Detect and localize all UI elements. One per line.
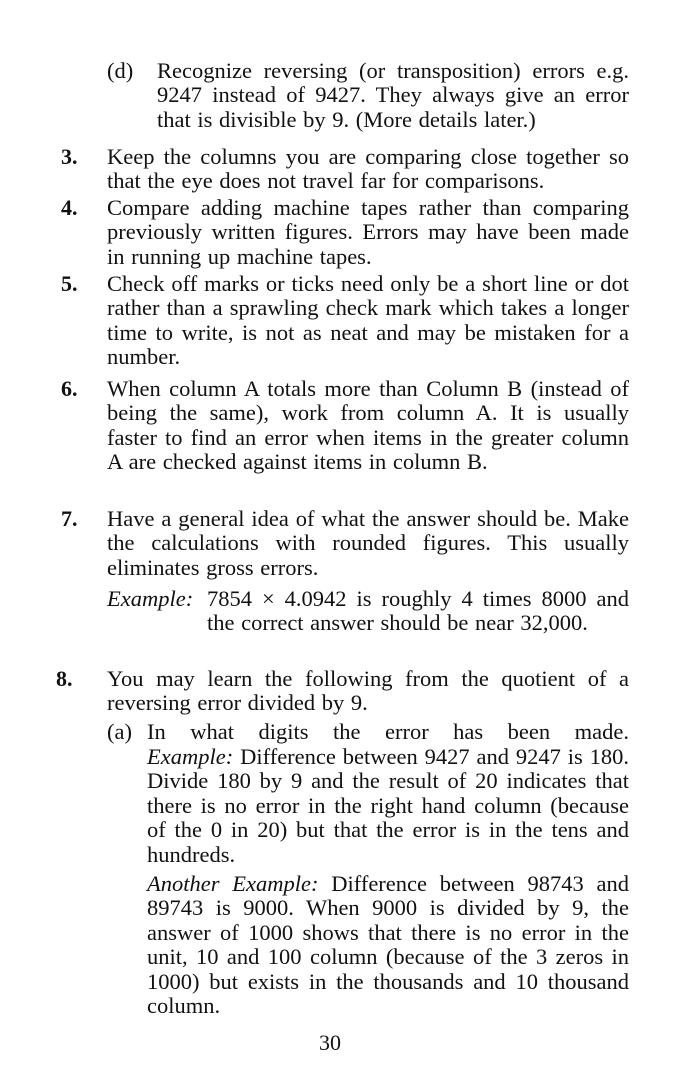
page-number: 30	[319, 1030, 341, 1055]
item-7-example-label: Example:	[107, 586, 194, 611]
item-8a-label: (a)	[107, 719, 132, 744]
item-6-number: 6.	[61, 376, 78, 401]
item-8a-text: In what digits the error has been made.	[147, 719, 629, 744]
item-7-text: Have a general idea of what the answer should be. Make the calculations with rounded figures. This usually eliminates gross errors.	[107, 506, 629, 580]
item-5-text: Check off marks or ticks need only be a short line or dot rather than a sprawling check mark which takes a longer time to write, is not as neat and may be mistaken for a number.	[107, 271, 629, 370]
item-7-number: 7.	[61, 506, 78, 531]
item-4-text: Compare adding machine tapes rather than comparing previously written figures. Errors may have been made in running up machine tapes.	[107, 195, 629, 269]
item-8a-another-example	[147, 872, 629, 1018]
item-8a-example-label: Example:	[147, 744, 234, 769]
item-8-number: 8.	[56, 666, 73, 691]
item-7-example-text: 7854 × 4.0942 is roughly 4 times 8000 and the correct answer should be near 32,000.	[207, 586, 629, 636]
item-d-text: Recognize reversing (or transposition) errors e.g. 9247 instead of 9427. They always give an error that is divisible by 9. (More details later.)	[157, 58, 629, 132]
item-3-text: Keep the columns you are comparing close together so that the eye does not travel far for comparisons.	[107, 144, 629, 194]
item-8a-example	[147, 745, 629, 867]
item-4-number: 4.	[61, 195, 78, 220]
item-8a-another-example-label: Another Example:	[147, 871, 319, 896]
item-8a-another-example-text: Difference between 98743 and 89743 is 9000. When 9000 is divided by 9, the answer of 1000 shows that there is no error in the unit, 10 and 100 column (because of the 3 zeros in 1000) but exists in the thousands and 10 thousand column.	[147, 871, 629, 1019]
item-5-number: 5.	[61, 271, 78, 296]
item-d-label: (d)	[107, 58, 134, 83]
item-3-number: 3.	[61, 144, 78, 169]
item-8-text: You may learn the following from the quotient of a reversing error divided by 9.	[107, 666, 629, 716]
item-6-text: When column A totals more than Column B (instead of being the same), work from column A. It is usually faster to find an error when items in the greater column A are checked against items in column B.	[107, 376, 629, 475]
item-8a-example-text: Difference between 9427 and 9247 is 180. Divide 180 by 9 and the result of 20 indicates that there is no error in the right hand column (because of the 0 in 20) but that the error is in the tens and hundreds.	[147, 744, 629, 867]
